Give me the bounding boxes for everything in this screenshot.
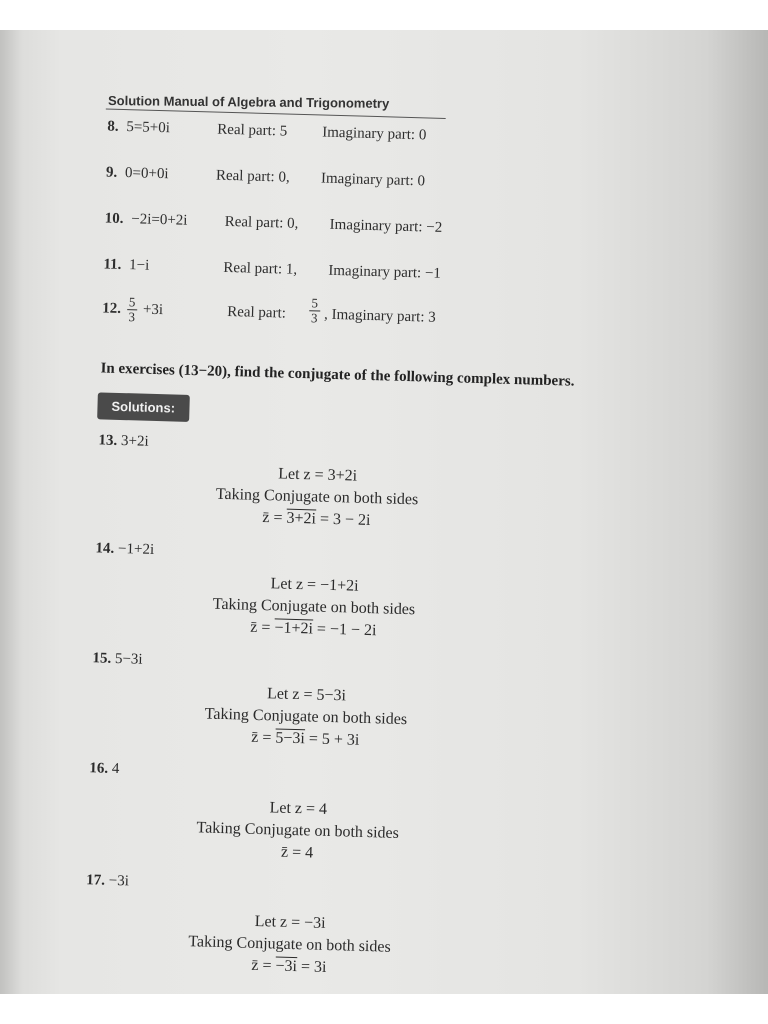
fraction-numerator: 5 <box>309 296 320 311</box>
question-number <box>86 872 129 890</box>
fraction-numerator: 5 <box>127 295 138 310</box>
question-expression: 5−3i <box>114 650 143 668</box>
item-number: 11. <box>103 256 122 273</box>
conjugate-equation: z̄ = −1+2i = −1 − 2i <box>250 618 377 640</box>
question-number <box>89 760 119 778</box>
item-number: 10. <box>104 210 124 228</box>
item-expression: −2i=0+2i <box>131 211 188 229</box>
instruction-text: In exercises (13−20), find the conjugate of the following complex numbers. <box>100 360 575 390</box>
textbook-page <box>63 30 768 994</box>
question-label: 17. <box>86 872 106 889</box>
list-item <box>105 164 426 190</box>
question-label: 13. <box>98 432 118 449</box>
header-rule <box>106 108 446 118</box>
solution-block <box>186 461 448 534</box>
taking-conjugate: Taking Conjugate on both sides <box>204 705 408 729</box>
list-item <box>102 294 436 330</box>
question-label: 14. <box>95 540 115 557</box>
imaginary-part: Imaginary part: −1 <box>328 262 442 282</box>
item-expression: +3i <box>142 301 164 319</box>
imaginary-part: Imaginary part: 0 <box>320 170 426 190</box>
real-part: Real part: 0, <box>224 213 299 232</box>
question-expression: 4 <box>111 760 120 778</box>
real-part-label: Real part: <box>226 303 287 322</box>
page-header: Solution Manual of Algebra and Trigonometry <box>107 92 390 111</box>
conjugate-equation: z̄ = −3i = 3i <box>251 956 327 976</box>
solution-block <box>175 681 437 754</box>
let-statement: Let z = 4 <box>269 799 328 818</box>
item-expression: 0=0+0i <box>124 165 169 183</box>
question-label: 15. <box>92 650 112 667</box>
taking-conjugate: Taking Conjugate on both sides <box>212 595 416 619</box>
solution-block <box>167 794 429 867</box>
list-item <box>107 118 427 144</box>
fraction-denominator: 3 <box>310 310 318 326</box>
question-number <box>92 650 143 668</box>
solution-block <box>159 908 421 981</box>
question-number <box>95 540 154 559</box>
item-number: 12. <box>102 300 122 317</box>
real-part: Real part: 0, <box>215 167 290 186</box>
let-statement: Let z = −3i <box>254 912 326 932</box>
solution-block <box>183 571 445 644</box>
solutions-badge: Solutions: <box>97 392 189 422</box>
imaginary-part: Imaginary part: 0 <box>322 124 427 144</box>
let-statement: Let z = −1+2i <box>270 575 359 595</box>
taking-conjugate: Taking Conjugate on both sides <box>196 819 400 842</box>
fraction-denominator: 3 <box>128 309 136 325</box>
taking-conjugate: Taking Conjugate on both sides <box>215 485 419 509</box>
list-item <box>104 210 443 236</box>
let-statement: Let z = 3+2i <box>277 465 358 485</box>
question-label: 16. <box>89 760 109 777</box>
question-number <box>98 432 149 450</box>
conjugate-equation: z̄ = 5−3i = 5 + 3i <box>251 728 360 749</box>
real-part-fraction <box>307 296 322 325</box>
item-expression: 5=5+0i <box>126 119 171 137</box>
conjugate-equation: z̄ = 4 <box>280 843 314 862</box>
item-expression: 1−i <box>128 257 150 274</box>
question-expression: 3+2i <box>120 433 149 450</box>
let-statement: Let z = 5−3i <box>266 685 347 705</box>
real-part: Real part: 5 <box>217 121 288 140</box>
question-expression: −1+2i <box>117 540 155 558</box>
item-number: 8. <box>107 118 119 135</box>
item-number: 9. <box>105 164 118 181</box>
imaginary-part: , Imaginary part: 3 <box>323 306 436 326</box>
page-photo <box>0 30 768 994</box>
conjugate-equation: z̄ = 3+2i = 3 − 2i <box>262 509 371 530</box>
imaginary-part: Imaginary part: −2 <box>329 216 443 236</box>
list-item <box>103 256 442 282</box>
fraction <box>126 295 137 324</box>
taking-conjugate: Taking Conjugate on both sides <box>188 933 391 956</box>
real-part: Real part: 1, <box>223 259 298 278</box>
question-expression: −3i <box>108 872 130 890</box>
